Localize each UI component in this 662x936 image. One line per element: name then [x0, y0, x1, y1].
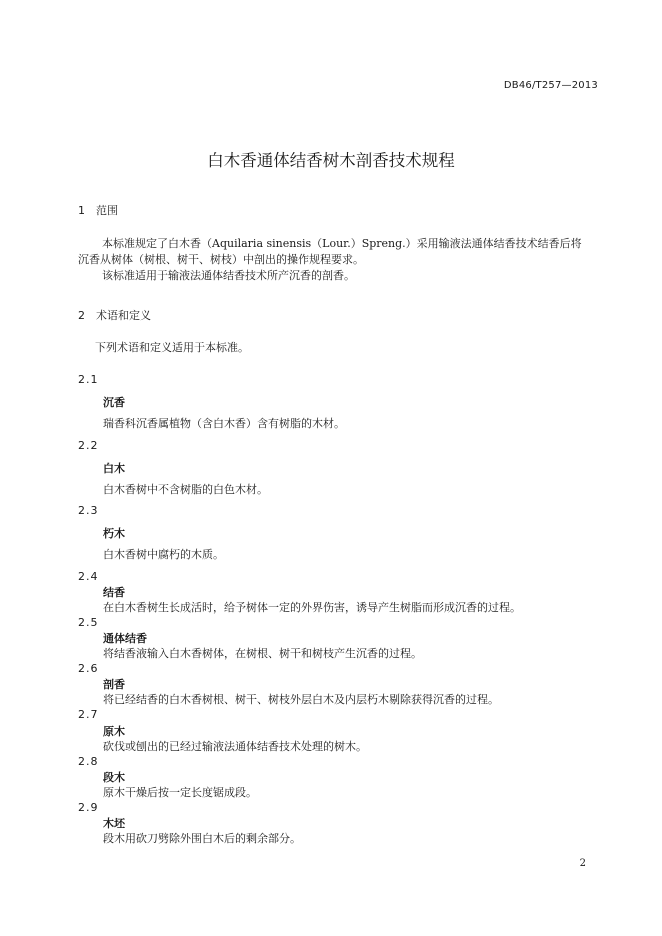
term-title: 沉香	[103, 396, 125, 409]
section-1-para1-line2: 沉香从树体（树根、树干、树枝）中剖出的操作规程要求。	[78, 253, 364, 266]
page-title: 白木香通体结香树木剖香技术规程	[207, 151, 455, 170]
section-1-para2: 该标准适用于输液法通体结香技术所产沉香的剖香。	[102, 269, 355, 282]
term-title: 朽木	[103, 527, 125, 540]
term-definition: 将结香液输入白木香树体，在树根、树干和树枝产生沉香的过程。	[103, 647, 422, 660]
section-2-number: 2	[78, 309, 85, 322]
term-number: 2.2	[78, 439, 99, 452]
section-2-intro: 下列术语和定义适用于本标准。	[95, 341, 249, 354]
term-definition: 段木用砍刀劈除外围白木后的剩余部分。	[103, 832, 301, 845]
term-title: 段木	[103, 771, 125, 784]
term-title: 通体结香	[103, 632, 147, 645]
term-definition: 白木香树中不含树脂的白色木材。	[103, 483, 268, 496]
term-title: 结香	[103, 586, 125, 599]
section-1-number: 1	[78, 204, 85, 217]
section-2-heading	[78, 307, 151, 323]
document-code: DB46/T257—2013	[503, 80, 598, 91]
term-definition: 在白木香树生长成活时，给予树体一定的外界伤害，诱导产生树脂而形成沉香的过程。	[103, 601, 521, 614]
term-number: 2.6	[78, 662, 99, 675]
term-definition: 砍伐或刨出的已经过输液法通体结香技术处理的树木。	[103, 740, 367, 753]
page-number: 2	[579, 858, 586, 869]
term-number: 2.3	[78, 504, 99, 517]
term-number: 2.8	[78, 755, 99, 768]
section-2-title: 术语和定义	[96, 309, 151, 322]
term-number: 2.5	[78, 616, 99, 629]
term-number: 2.9	[78, 801, 99, 814]
term-title: 白木	[103, 462, 125, 475]
section-1-heading	[78, 202, 118, 218]
term-definition: 原木干燥后按一定长度锯成段。	[103, 786, 257, 799]
term-definition: 瑞香科沉香属植物（含白木香）含有树脂的木材。	[103, 417, 345, 430]
term-title: 原木	[103, 725, 125, 738]
term-number: 2.1	[78, 373, 99, 386]
section-1-title: 范围	[96, 204, 118, 217]
section-1-para1-line1: 本标准规定了白木香（Aquilaria sinensis（Lour.）Spreng.）采用输液法通体结香技术结香后将	[102, 237, 582, 250]
term-title: 木坯	[103, 817, 125, 830]
term-number: 2.7	[78, 708, 99, 721]
term-definition: 将已经结香的白木香树根、树干、树枝外层白木及内层朽木剔除获得沉香的过程。	[103, 693, 499, 706]
term-definition: 白木香树中腐朽的木质。	[103, 548, 224, 561]
term-title: 剖香	[103, 678, 125, 691]
term-number: 2.4	[78, 570, 99, 583]
